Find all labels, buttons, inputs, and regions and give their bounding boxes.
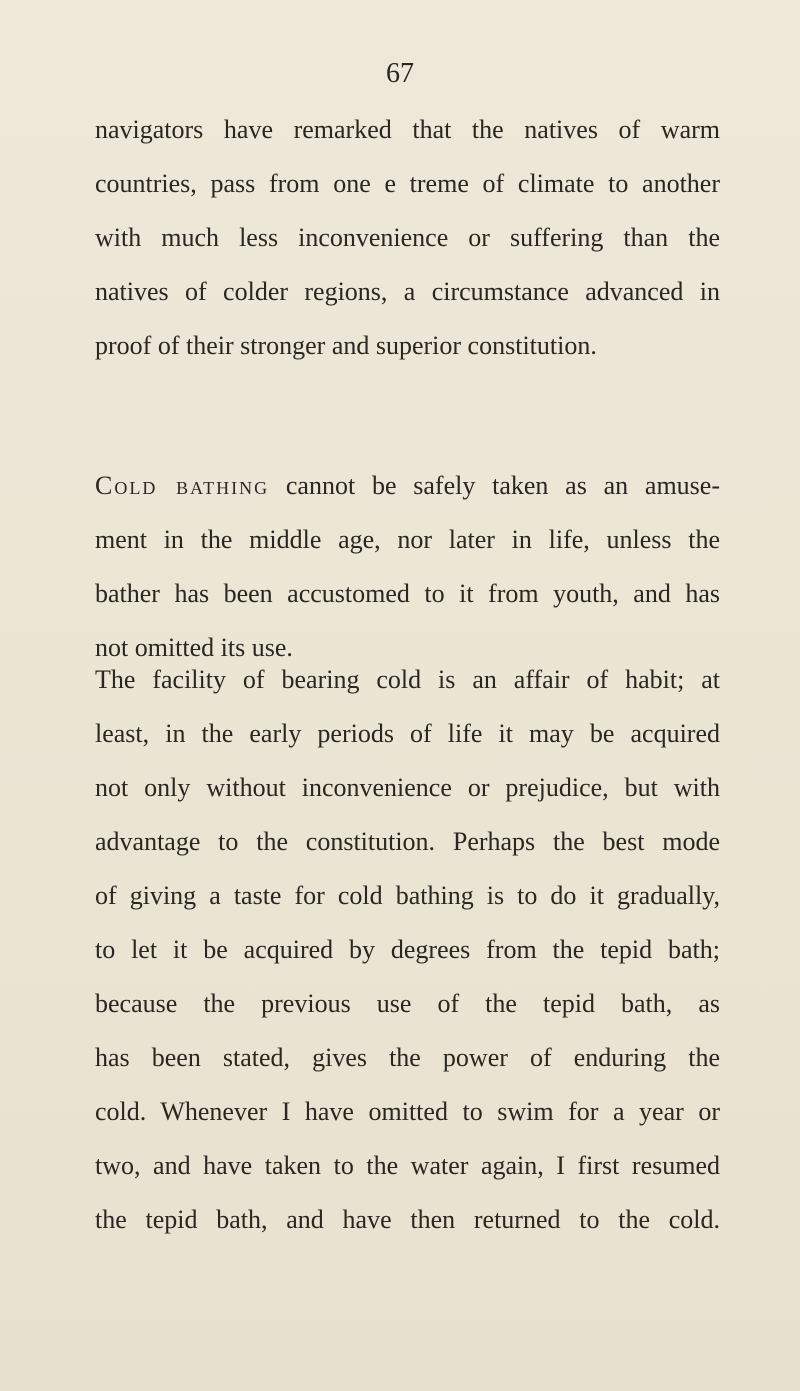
cold-bathing-heading: Cold bathing [95,471,270,500]
text-line: two, and have taken to the water again, I first resumed [95,1151,720,1180]
paragraph-3 [95,653,720,1247]
text-line: countries, pass from one e treme of climate to another [95,169,720,198]
paragraph-1 [95,103,720,373]
text-line: not only without inconvenience or prejudice, but with [95,773,720,802]
text-line: because the previous use of the tepid bath, as [95,989,720,1018]
text-line: has been stated, gives the power of enduring the [95,1043,720,1072]
text-line: not omitted its use. [95,633,293,662]
text-line: natives of colder regions, a circumstance advanced in [95,277,720,306]
text-line: ment in the middle age, nor later in life, unless the [95,525,720,554]
text-line: advantage to the constitution. Perhaps the best mode [95,827,720,856]
text-line: to let it be acquired by degrees from the tepid bath; [95,935,720,964]
page-number: 67 [386,58,414,89]
text-line: least, in the early periods of life it may be acquired [95,719,720,748]
text-line: the tepid bath, and have then returned to the cold. [95,1205,720,1234]
text-line: proof of their stronger and superior constitution. [95,331,597,360]
text-line: navigators have remarked that the natives of warm [95,115,720,144]
text-line: cold. Whenever I have omitted to swim for a year or [95,1097,720,1126]
text-line: bather has been accustomed to it from youth, and has [95,579,720,608]
text-line-rest: cannot be safely taken as an amuse- [269,471,720,500]
text-line: with much less inconvenience or suffering than the [95,223,720,252]
text-line: The facility of bearing cold is an affair of habit; at [95,665,720,694]
text-line [95,459,720,513]
paragraph-2 [95,459,720,675]
text-line: of giving a taste for cold bathing is to do it gradually, [95,881,720,910]
